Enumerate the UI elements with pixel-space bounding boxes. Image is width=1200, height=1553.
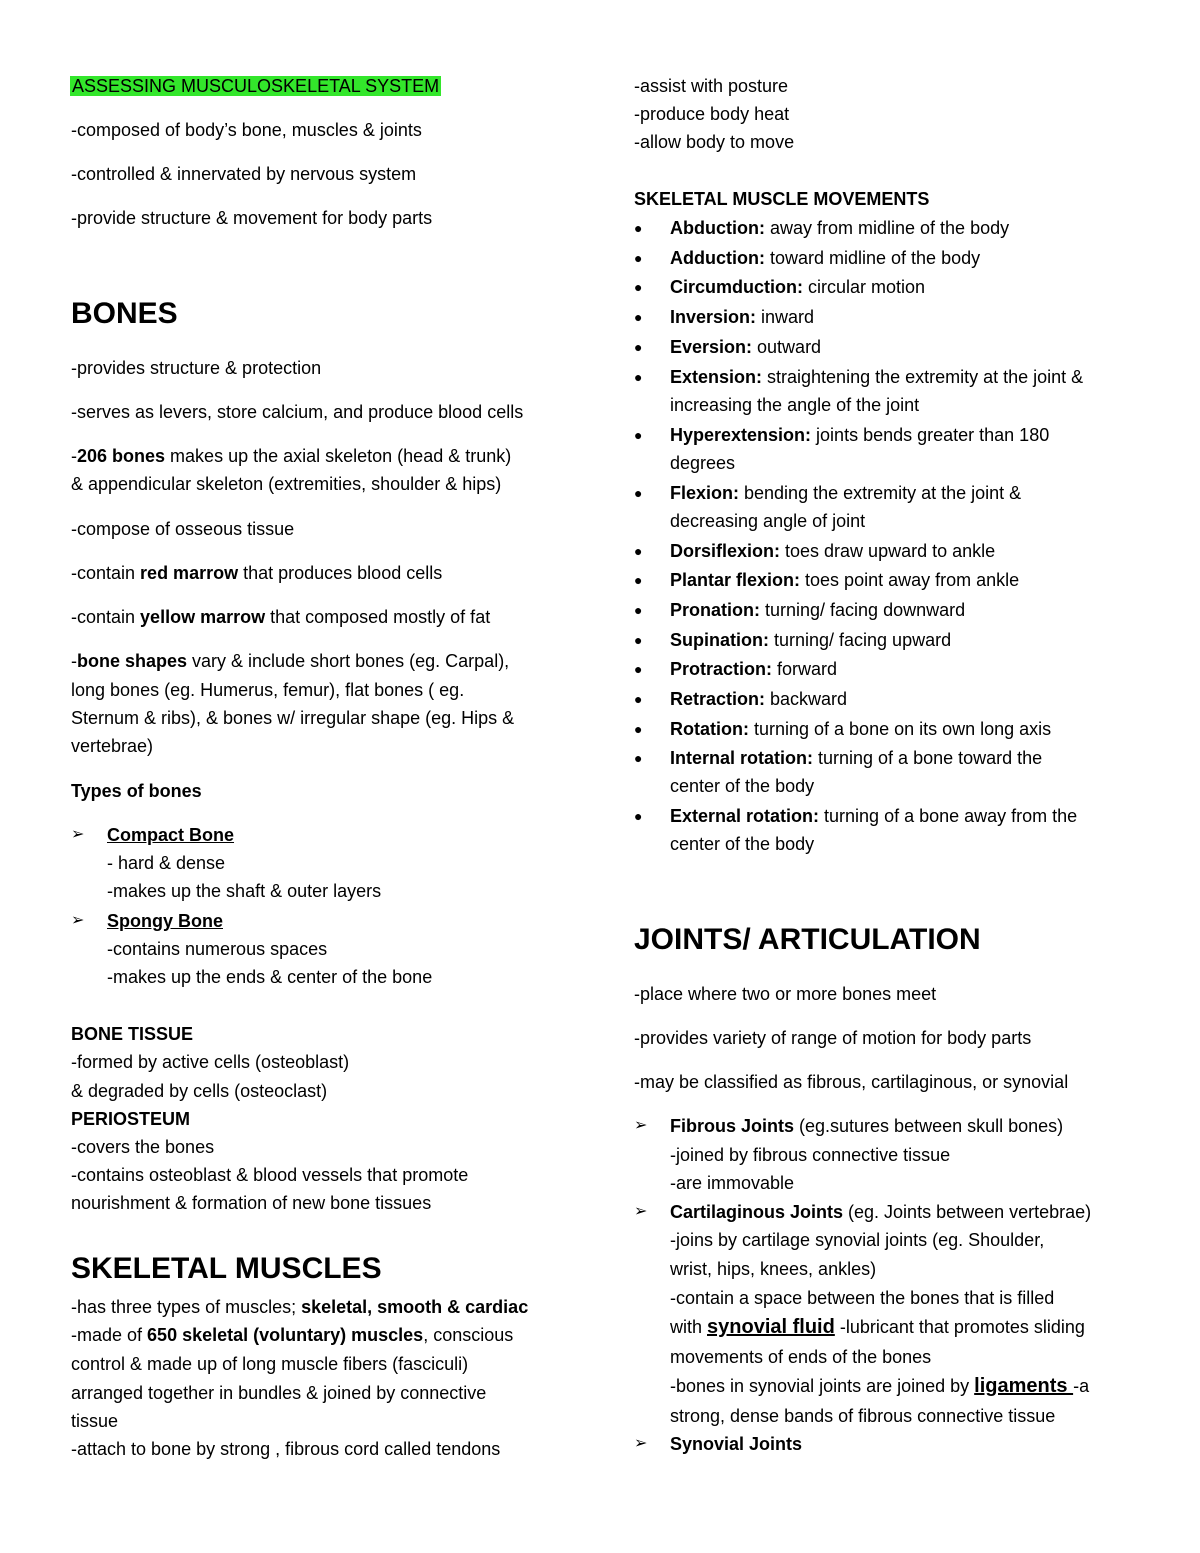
movement-desc-continued: center of the body [670, 834, 815, 855]
muscles-line: tissue [71, 1411, 119, 1431]
fibrous-line: -are immovable [670, 1173, 795, 1193]
function-line: -assist with posture [634, 76, 789, 96]
movement-term: Protraction: [670, 659, 773, 680]
fibrous-joints-line [670, 1112, 1063, 1140]
bullet-icon: ● [634, 691, 643, 707]
arrow-bullet-icon: ➢ [634, 1203, 648, 1220]
text: that composed mostly of fat [265, 607, 491, 627]
movement-desc: inward [756, 307, 815, 328]
bone-tissue-line: & degraded by cells (osteoclast) [71, 1081, 328, 1101]
arrow-bullet-icon: ➢ [634, 1435, 648, 1452]
bones-line: -compose of osseous tissue [71, 519, 295, 539]
bold-text: 650 skeletal (voluntary) muscles [147, 1325, 424, 1345]
periosteum-line: -covers the bones [71, 1137, 215, 1157]
bullet-icon: ● [634, 368, 643, 385]
text: makes up the axial skeleton (head & trunk) [165, 446, 512, 466]
movement-desc-continued: decreasing angle of joint [670, 510, 866, 531]
movement-desc: turning/ facing downward [760, 599, 966, 620]
movement-desc-continued: center of the body [670, 776, 815, 797]
periosteum-line: nourishment & formation of new bone tissues [71, 1193, 432, 1213]
text: , conscious [423, 1325, 514, 1345]
text: -made of [71, 1325, 148, 1345]
bullet-icon: ● [634, 426, 643, 443]
movement-item [670, 479, 1021, 507]
periosteum-heading: PERIOSTEUM [71, 1109, 191, 1129]
text: vary & include short bones (eg. Carpal), [187, 651, 510, 671]
text: -has three types of muscles; [71, 1297, 302, 1317]
bullet-icon: ● [634, 720, 643, 737]
spongy-line: -contains numerous spaces [107, 939, 328, 959]
movement-item [670, 685, 847, 713]
movement-term: Inversion: [670, 307, 757, 328]
joints-line: -provides variety of range of motion for body parts [634, 1028, 1032, 1048]
movement-item [670, 244, 980, 272]
ligaments-term: ligaments [974, 1375, 1074, 1397]
movement-item [670, 715, 1051, 743]
movement-desc: turning/ facing upward [768, 629, 952, 650]
synovial-fluid-term: synovial fluid [707, 1316, 835, 1338]
bullet-icon: ● [634, 631, 643, 648]
joints-line: -may be classified as fibrous, cartilaginous, or synovial [634, 1072, 1069, 1092]
bones-heading: BONES [71, 297, 178, 330]
movement-item [670, 214, 1009, 242]
movement-item [670, 566, 1019, 594]
movement-term: Dorsiflexion: [670, 540, 781, 561]
movement-item [670, 655, 837, 683]
movement-desc-continued: increasing the angle of the joint [670, 394, 920, 415]
bullet-icon: ● [634, 484, 643, 501]
movement-term: Eversion: [670, 336, 753, 357]
movement-item [670, 744, 1042, 772]
movement-desc: turning of a bone on its own long axis [748, 718, 1052, 739]
bullet-icon: ● [634, 338, 643, 355]
bullet-icon: ● [634, 249, 643, 266]
bullet-icon: ● [634, 661, 643, 678]
bones-line [71, 647, 509, 675]
types-list [71, 821, 571, 991]
movement-desc: backward [765, 689, 848, 709]
text: -bones in synovial joints are joined by [670, 1376, 975, 1396]
movement-term: Abduction: [670, 218, 765, 238]
movement-desc: turning of a bone toward the [813, 748, 1043, 769]
muscles-line [71, 1321, 513, 1349]
muscles-line: -attach to bone by strong , fibrous cord called tendons [71, 1439, 501, 1459]
bones-line: Sternum & ribs), & bones w/ irregular shape (eg. Hips & [71, 708, 515, 728]
bones-line [71, 603, 490, 631]
cartilaginous-joints-line [670, 1198, 1091, 1226]
muscles-line: arranged together in bundles & joined by connective [71, 1383, 487, 1403]
movement-term: Pronation: [670, 599, 760, 620]
movement-desc-continued: degrees [670, 452, 736, 473]
periosteum-line: -contains osteoblast & blood vessels that promote [71, 1165, 469, 1185]
movement-desc: joints bends greater than 180 [811, 424, 1050, 445]
bone-tissue-line: -formed by active cells (osteoblast) [71, 1052, 350, 1072]
bold-text: Cartilaginous Joints [670, 1202, 844, 1222]
title-banner-text: ASSESSING MUSCULOSKELETAL SYSTEM [72, 76, 440, 96]
text: - [71, 446, 77, 466]
bones-line: vertebrae) [71, 736, 154, 756]
bones-line [71, 559, 442, 587]
cartilaginous-line: wrist, hips, knees, ankles) [670, 1259, 877, 1279]
text: with [670, 1317, 708, 1337]
bold-text: red marrow [140, 563, 239, 583]
movement-term: Retraction: [670, 689, 766, 709]
movement-term: Plantar flexion: [670, 570, 801, 591]
movement-desc: forward [772, 659, 838, 680]
cartilaginous-line [670, 1313, 1085, 1341]
bullet-icon: ● [634, 808, 643, 825]
bold-text: Fibrous Joints [670, 1116, 795, 1136]
movement-desc: toes point away from ankle [800, 570, 1020, 591]
text: (eg. Joints between vertebrae) [843, 1202, 1092, 1222]
cartilaginous-line: movements of ends of the bones [670, 1347, 932, 1367]
text: that produces blood cells [238, 563, 443, 583]
movement-item [670, 421, 1049, 449]
movement-desc: toes draw upward to ankle [780, 540, 996, 561]
text: -a [1073, 1376, 1090, 1396]
bullet-icon: ● [634, 542, 643, 559]
movement-item [670, 273, 925, 301]
bones-line: & appendicular skeleton (extremities, shoulder & hips) [71, 474, 502, 494]
joints-line: -place where two or more bones meet [634, 984, 937, 1004]
bullet-icon: ● [634, 601, 643, 618]
movement-term: Hyperextension: [670, 424, 812, 445]
movement-item [670, 802, 1077, 830]
arrow-bullet-icon: ➢ [71, 826, 85, 843]
movement-term: Flexion: [670, 482, 740, 503]
bullet-icon: ● [634, 750, 643, 767]
movement-item [670, 537, 995, 565]
movement-term: Adduction: [670, 247, 765, 268]
cartilaginous-line: strong, dense bands of fibrous connective tissue [670, 1406, 1056, 1426]
movement-desc: outward [752, 336, 822, 357]
bold-text: 206 bones [77, 446, 166, 466]
movement-term: Circumduction: [670, 277, 803, 298]
movement-item [670, 596, 965, 624]
movement-desc: away from midline of the body [764, 218, 1010, 238]
bullet-icon: ● [634, 279, 643, 296]
movement-item [670, 303, 814, 331]
bold-text: skeletal, smooth & cardiac [301, 1297, 529, 1317]
skeletal-muscles-heading: SKELETAL MUSCLES [71, 1252, 382, 1285]
muscles-line [71, 1293, 528, 1321]
bones-line: -serves as levers, store calcium, and produce blood cells [71, 402, 524, 422]
text: -lubricant that promotes sliding [834, 1317, 1085, 1337]
arrow-bullet-icon: ➢ [71, 912, 85, 929]
cartilaginous-line: -contain a space between the bones that is filled [670, 1288, 1055, 1308]
joint-types-list [634, 1112, 1154, 1462]
cartilaginous-line: -joins by cartilage synovial joints (eg. Shoulder, [670, 1230, 1045, 1250]
movement-desc: toward midline of the body [764, 247, 981, 268]
movement-desc: turning of a bone away from the [819, 806, 1078, 827]
compact-line: -makes up the shaft & outer layers [107, 881, 382, 901]
bold-text: yellow marrow [140, 607, 266, 627]
text: (eg.sutures between skull bones) [794, 1116, 1064, 1136]
movements-heading: SKELETAL MUSCLE MOVEMENTS [634, 189, 930, 209]
spongy-bone-label: Spongy Bone [107, 911, 223, 931]
intro-line: -controlled & innervated by nervous system [71, 164, 417, 184]
bullet-icon: ● [634, 572, 643, 589]
muscles-line: control & made up of long muscle fibers (fasciculi) [71, 1354, 469, 1374]
bones-line: long bones (eg. Humerus, femur), flat bones ( eg. [71, 680, 465, 700]
synovial-joints-line [670, 1430, 802, 1458]
movement-term: Extension: [670, 366, 763, 387]
movement-item [670, 333, 821, 361]
bullet-icon: ● [634, 309, 643, 326]
title-banner [71, 72, 441, 100]
movement-desc: circular motion [803, 277, 926, 298]
movement-term: Supination: [670, 629, 769, 650]
fibrous-line: -joined by fibrous connective tissue [670, 1145, 951, 1165]
compact-line: - hard & dense [107, 853, 226, 873]
intro-line: -provide structure & movement for body parts [71, 208, 433, 228]
function-line: -allow body to move [634, 132, 795, 152]
bones-line [71, 442, 511, 470]
spongy-line: -makes up the ends & center of the bone [107, 967, 433, 987]
bold-text: Synovial Joints [670, 1434, 803, 1454]
bone-tissue-heading: BONE TISSUE [71, 1024, 194, 1044]
bullet-icon: ● [634, 220, 643, 236]
movements-list [634, 214, 1154, 864]
text: -contain [71, 563, 141, 583]
movement-term: Internal rotation: [670, 748, 813, 769]
movement-desc: bending the extremity at the joint & [739, 482, 1022, 503]
function-line: -produce body heat [634, 104, 790, 124]
movement-desc: straightening the extremity at the joint & [762, 366, 1084, 387]
cartilaginous-line [670, 1372, 1089, 1400]
joints-heading: JOINTS/ ARTICULATION [634, 923, 981, 956]
movement-term: Rotation: [670, 718, 749, 739]
arrow-bullet-icon: ➢ [634, 1117, 648, 1134]
text: -contain [71, 607, 141, 627]
movement-item [670, 626, 951, 654]
text: - [71, 651, 77, 671]
types-heading: Types of bones [71, 781, 202, 801]
intro-line: -composed of body’s bone, muscles & joints [71, 120, 422, 140]
compact-bone-label: Compact Bone [107, 825, 235, 845]
bones-line: -provides structure & protection [71, 358, 322, 378]
movement-item [670, 363, 1083, 391]
bold-text: bone shapes [77, 651, 188, 671]
movement-term: External rotation: [670, 806, 820, 827]
